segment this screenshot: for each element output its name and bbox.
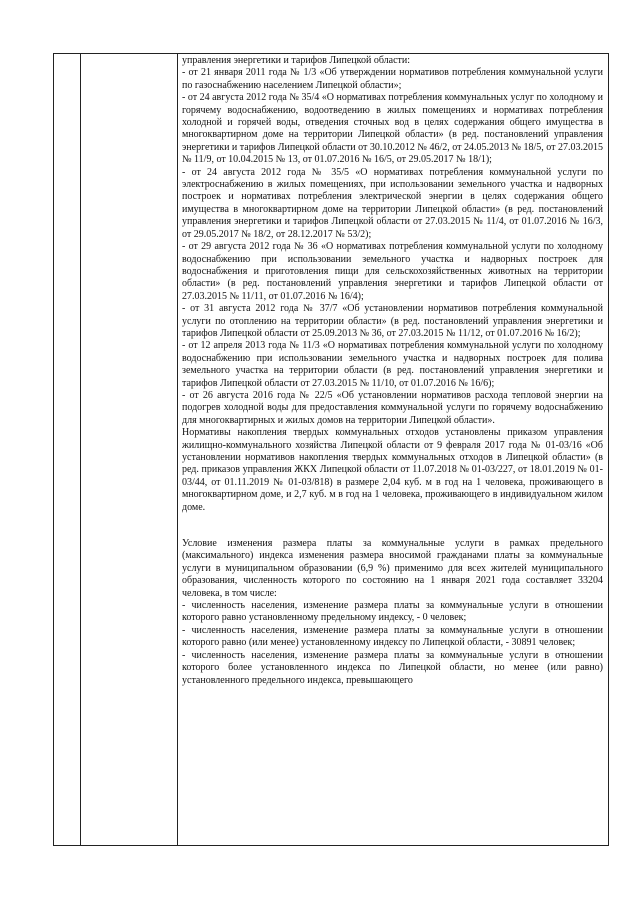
paragraph: - численность населения, изменение размера платы за коммунальные услуги в отношении которого более установленного индекса по Липецкой области, но менее (или равно) установленного предельного индекса, превышающего [182, 649, 603, 686]
table-cell-text [182, 55, 603, 845]
paragraph: - от 21 января 2011 года № 1/3 «Об утверждении нормативов потребления коммунальной услуги по газоснабжению населением Липецкой области»; [182, 67, 603, 91]
paragraph: управления энергетики и тарифов Липецкой области: [182, 55, 411, 66]
paragraph: - от 12 апреля 2013 года № 11/3 «О нормативах потребления коммунальной услуги по холодному водоснабжению при использовании земельного участка и надворных построек для полива земельного участка на территории области (в ред. постановлений управления энергетики и тарифов Липецкой области от 27.03.2015 № 11/10, от 01.07.2016 № 16/6); [182, 340, 603, 389]
table-border-right [608, 54, 609, 845]
paragraph: - от 24 августа 2012 года № 35/4 «О нормативах потребления коммунальных услуг по холодному и горячему водоснабжению, водоотведению в жилых помещениях и нормативах потребления холодной и горячей воды, отведения сточных вод в целях содержания общего имущества в многоквартирном доме на территории Липецкой области» (в ред. постановлений управления энергетики и тарифов Липецкой области от 30.10.2012 № 46/2, от 24.05.2013 № 18/5, от 27.03.2015 № 11/9, от 10.04.2015 № 13, от 01.07.2016 № 16/5, от 29.05.2017 № 18/1); [182, 92, 603, 166]
paragraph: Нормативы накопления твердых коммунальных отходов установлены приказом управления жилищно-коммунального хозяйства Липецкой области от 9 февраля 2017 года № 01-03/16 «Об установлении нормативов накопления твердых коммунальных отходов в Липецкой области» (в ред. приказов управления ЖКХ Липецкой области от 11.07.2018 № 01-03/227, от 18.01.2019 № 01-03/44, от 01.11.2019 № 01-03/818) в размере 2,04 куб. м в год на 1 человека, проживающего в многоквартирном доме, и 2,7 куб. м в год на 1 человека, проживающего в индивидуальном жилом доме. [182, 427, 603, 513]
paragraph: Условие изменения размера платы за коммунальные услуги в рамках предельного (максимального) индекса изменения размера вносимой гражданами платы за коммунальные услуги в муниципальном образовании (6,9 %) применимо для всех жителей муниципального образования, численность которого по состоянию на 1 января 2021 года составляет 33204 человека, в том числе: [182, 538, 603, 599]
table-border-left [53, 54, 54, 845]
paragraph: - от 31 августа 2012 года № 37/7 «Об установлении нормативов потребления коммунальной услуги по отоплению на территории области» (в ред. постановлений управления энергетики и тарифов Липецкой области от 25.09.2013 № 36, от 27.03.2015 № 11/12, от 01.07.2016 № 16/2); [182, 303, 603, 339]
paragraph: - от 24 августа 2012 года № 35/5 «О нормативах потребления коммунальной услуги по электроснабжению в жилых помещениях, при использовании земельного участка и надворных построек и нормативах потребления электрической энергии в целях содержания общего имущества в многоквартирном доме на территории Липецкой области» (в ред. постановлений управления энергетики и тарифов Липецкой области от 27.03.2015 № 11/4, от 01.07.2016 № 16/3, от 29.05.2017 № 18/2, от 28.12.2017 № 53/2); [182, 166, 603, 240]
paragraph-gap [182, 514, 603, 538]
table-column-divider-1 [80, 54, 81, 845]
paragraph: - от 29 августа 2012 года № 36 «О нормативах потребления коммунальной услуги по холодному водоснабжению при использовании земельного участка и надворных построек для водоснабжения и приготовления пищи для сельскохозяйственных животных на территории области» (в ред. постановлений управления энергетики и тарифов Липецкой области от 27.03.2015 № 11/11, от 01.07.2016 № 16/4); [182, 241, 603, 302]
table-column-divider-2 [177, 54, 178, 845]
paragraph: - от 26 августа 2016 года № 22/5 «Об установлении нормативов расхода тепловой энергии на подогрев холодной воды для предоставления коммунальной услуги по горячему водоснабжению для многоквартирных и жилых домов на территории Липецкой области». [182, 389, 603, 426]
document-table [53, 53, 609, 846]
paragraph: - численность населения, изменение размера платы за коммунальные услуги в отношении которого равно установленному предельному индексу, - 0 человек; [182, 600, 603, 624]
paragraph: - численность населения, изменение размера платы за коммунальные услуги в отношении которого равно (или менее) установленному индексу по Липецкой области, - 30891 человек; [182, 624, 603, 649]
